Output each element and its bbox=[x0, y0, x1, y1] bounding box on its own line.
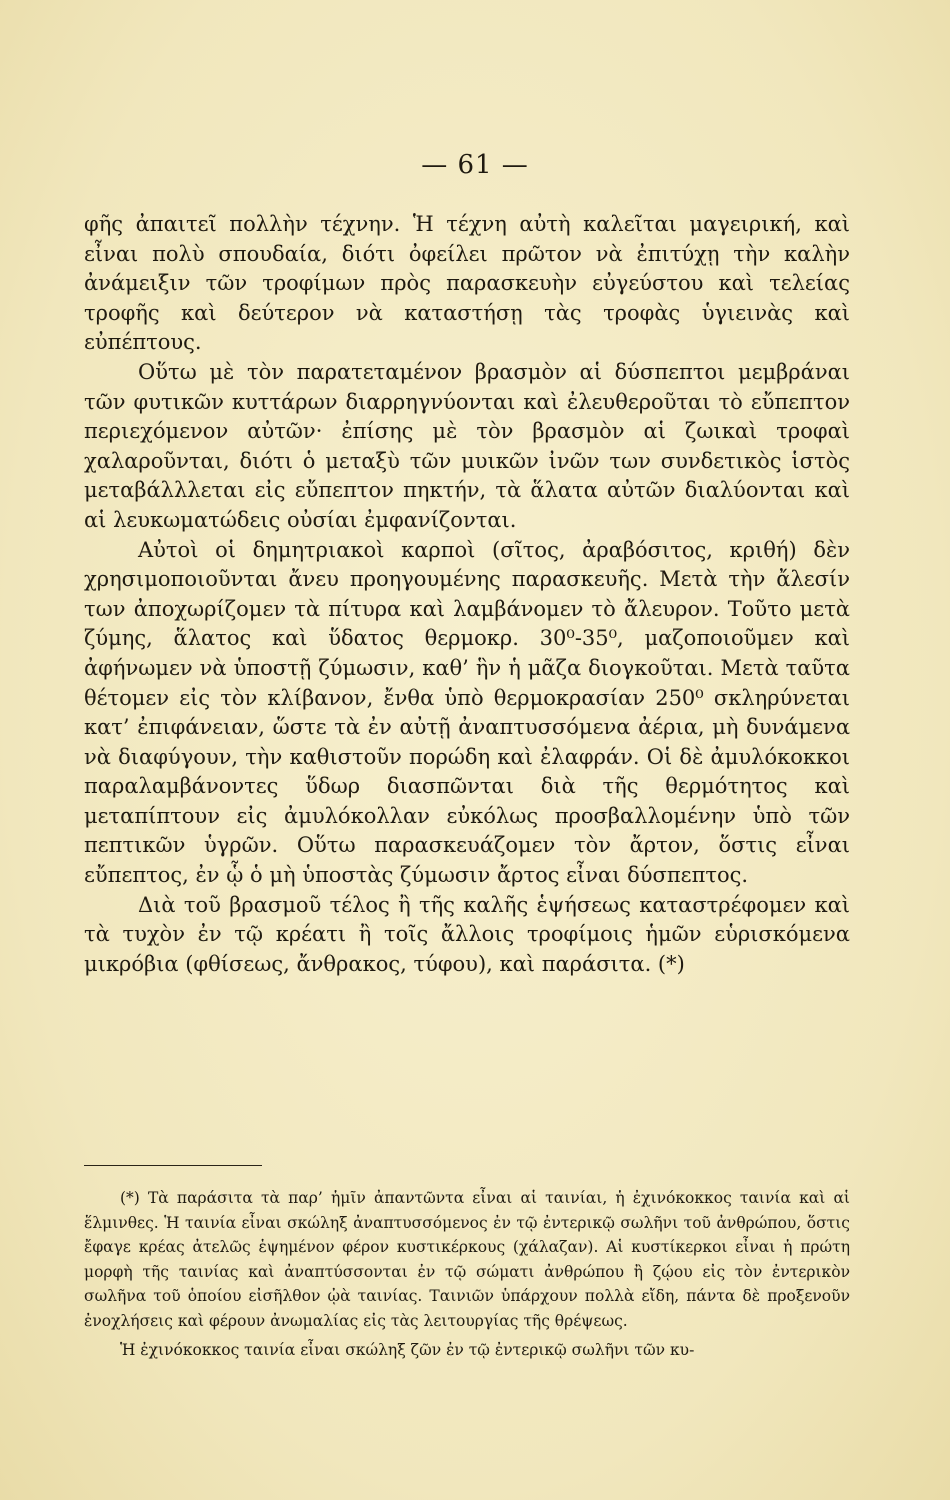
footnote-2: Ἡ ἐχινόκοκκος ταινία εἶναι σκώληξ ζῶν ἐν τῷ ἐντερικῷ σωλῆνι τῶν κυ- bbox=[120, 1340, 695, 1359]
paragraph-1: φῆς ἀπαιτεῖ πολλὴν τέχνην. Ἡ τέχνη αὐτὴ καλεῖται μαγειρική, καὶ εἶναι πολὺ σπουδαία, διότι ὀφείλει πρῶτον νὰ ἐπιτύχῃ τὴν καλὴν ἀνάμειξιν τῶν τροφίμων πρὸς παρασκευὴν εὐγεύστου καὶ τελείας τροφῆς καὶ δεύτερον νὰ καταστήσῃ τὰς τροφὰς ὑγιεινὰς καὶ εὐπέπτους. bbox=[84, 212, 850, 355]
paragraph-2: Οὕτω μὲ τὸν παρατεταμένον βρασμὸν αἱ δύσπεπτοι μεμβράναι τῶν φυτικῶν κυττάρων διαρρηγνύονται καὶ ἐλευθεροῦται τὸ εὔπεπτον περιεχόμενον αὐτῶν· ἐπίσης μὲ τὸν βρασμὸν αἱ ζωικαὶ τροφαὶ χαλαροῦνται, διότι ὁ μεταξὺ τῶν μυικῶν ἰνῶν των συνδετικὸς ἱστὸς μεταβάλλλεται εἰς εὔπεπτον πηκτήν, τὰ ἅλατα αὐτῶν διαλύονται καὶ αἱ λευκωματώδεις οὐσίαι ἐμφανίζονται. bbox=[84, 359, 850, 532]
footnote-1: (*) Τὰ παράσιτα τὰ παρ’ ἡμῖν ἀπαντῶντα εἶναι αἱ ταινίαι, ἡ ἐχινόκοκκος ταινία καὶ αἱ ἕλμινθες. Ἡ ταινία εἶναι σκώληξ ἀναπτυσσόμενος ἐν τῷ ἐντερικῷ σωλῆνι τοῦ ἀνθρώπου, ὅστις ἔφαγε κρέας ἀτελῶς ἑψημένον φέρον κυστικέρκους (χάλαζαν). Αἱ κυστίκερκοι εἶναι ἡ πρώτη μορφὴ τῆς ταινίας καὶ ἀναπτύσσονται ἐν τῷ σώματι ἀνθρώπου ἢ ζῴου εἰς τὸν ἐντερικὸν σωλῆνα τοῦ ὁποίου εἰσῆλθον ᾠὰ ταινίας. Ταινιῶν ὑπάρχουν πολλὰ εἴδη, πάντα δὲ προξενοῦν ἐνοχλήσεις καὶ φέρουν ἀνωμαλίας εἰς τὰς λειτουργίας τῆς θρέψεως. bbox=[84, 1189, 850, 1330]
body-text bbox=[84, 210, 850, 979]
footnote-divider bbox=[84, 1165, 262, 1166]
paragraph-3: Αὐτοὶ οἱ δημητριακοὶ καρποὶ (σῖτος, ἀραβόσιτος, κριθή) δὲν χρησιμοποιοῦνται ἄνευ προηγουμένης παρασκευῆς. Μετὰ τὴν ἄλεσίν των ἀποχωρίζομεν τὰ πίτυρα καὶ λαμβάνομεν τὸ ἄλευρον. Τοῦτο μετὰ ζύμης, ἅλατος καὶ ὕδατος θερμοκρ. 30⁰-35⁰, μαζοποιοῦμεν καὶ ἀφήνωμεν νὰ ὑποστῇ ζύμωσιν, καθ’ ἣν ἡ μᾶζα διογκοῦται. Μετὰ ταῦτα θέτομεν εἰς τὸν κλίβανον, ἔνθα ὑπὸ θερμοκρασίαν 250⁰ σκληρύνεται κατ’ ἐπιφάνειαν, ὥστε τὰ ἐν αὐτῇ ἀναπτυσσόμενα ἀέρια, μὴ δυνάμενα νὰ διαφύγουν, τὴν καθιστοῦν πορώδη καὶ ἐλαφράν. Οἱ δὲ ἀμυλόκοκκοι παραλαμβάνοντες ὕδωρ διασπῶνται διὰ τῆς θερμότητος καὶ μεταπίπτουν εἰς ἀμυλόκολλαν εὐκόλως προσβαλλομένην ὑπὸ τῶν πεπτικῶν ὑγρῶν. Οὕτω παρασκευάζομεν τὸν ἄρτον, ὅστις εἶναι εὔπεπτος, ἐν ᾧ ὁ μὴ ὑποστὰς ζύμωσιν ἄρτος εἶναι δύσπεπτος. bbox=[84, 537, 850, 888]
paragraph-4: Διὰ τοῦ βρασμοῦ τέλος ἢ τῆς καλῆς ἑψήσεως καταστρέφομεν καὶ τὰ τυχὸν ἐν τῷ κρέατι ἢ τοῖς ἄλλοις τροφίμοις ἡμῶν εὑρισκόμενα μικρόβια (φθίσεως, ἄνθρακος, τύφου), καὶ παράσιτα. (*) bbox=[84, 892, 850, 976]
footnote-block bbox=[84, 1186, 850, 1362]
page-number: — 61 — bbox=[421, 150, 529, 180]
